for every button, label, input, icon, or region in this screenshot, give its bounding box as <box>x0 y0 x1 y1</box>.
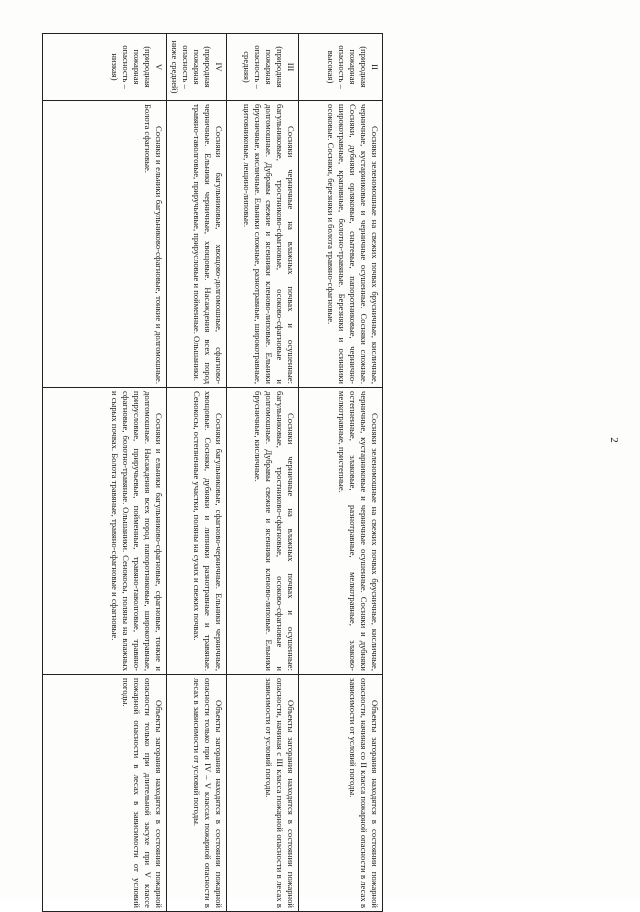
class-label: III <box>286 62 296 72</box>
cell-text: Сосняки и ельники багульниково-сфагновые, тонкие и долгомошные. Болота сфагновые. <box>143 104 164 384</box>
table-row <box>43 34 167 912</box>
class-cell <box>299 34 383 101</box>
cell-text: Сосняки зеленомошные на свежих почвах брусничные, кисличные, черничные, кустарниковые и черничные осушенные. Сосняки и дубняки остепненные, злаковые, разнотравные, мелкотравные, злаково-мелкотравные, пристепные. <box>337 391 380 671</box>
class-description: (природная пожарная опасность – ниже средней) <box>170 40 213 94</box>
cell-text: Объекты загорания находятся в состоянии пожарной опасности, начиная с III класса пожарной опасности в лесах в зависимости от условий погоды. <box>264 678 296 908</box>
condition-cell <box>227 675 299 912</box>
forest-types-cell <box>167 101 227 388</box>
cell-text: Сосняки черничные на влажных почвах и осушенные: багульниковые, тростниково-сфагновые, осоково-сфагновые и долгомошные. Дубравы свежие и ясенники кленово-липовые. Ельники брусничные, кисличные. Ельники сложные, разнотравные, широкотравные, щитовниковые, лещино-липовые. <box>242 104 296 384</box>
forest-types-cell <box>43 101 167 388</box>
condition-cell <box>167 675 227 912</box>
class-label: II <box>370 64 380 70</box>
forest-types-cell <box>43 388 167 675</box>
forest-types-cell <box>299 388 383 675</box>
forest-types-cell <box>167 388 227 675</box>
class-cell <box>227 34 299 101</box>
class-label: IV <box>214 62 224 72</box>
cell-text: Объекты загорания находятся в состоянии пожарной опасности только при IV – V классах пожарной опасности в лесах в зависимости от условий погоды. <box>192 678 224 908</box>
cell-text: Сосняки черничные на влажных почвах и осушенные: багульниковые, тростниково-сфагновые, осоково-сфагновые и долгомошные. Дубравы свежие и ясенники кленово-липовые. Ельники брусничные, кисличные. <box>253 391 296 671</box>
cell-text: Сосняки багульниковые, сфагново-черничные. Ельники черничные, хвощовые. Сосняки, дубняки и липняки разнотравные и травяные. Сенокосы, остепненные участки, поляны на сухих и свежих почвах. <box>192 391 224 671</box>
forest-types-cell <box>299 101 383 388</box>
class-description: (природная пожарная опасность – низкая) <box>110 45 153 89</box>
class-label: V <box>154 63 164 71</box>
cell-text: Сосняки и ельники багульниково-сфагновые, сфагновые, тонкие и долгомошные. Насаждения всех пород папоротниковые, широкотравные, прирусловые, приручьевые, пойменные, травяно-таволговые, травяно-сфагновые, болотно-травяные. Ольшаники. Сенокосы, поляны на влажных и сырых почвах. Болота травяные, травяно-сфагновые и сфагновые. <box>110 391 164 671</box>
cell-text: Объекты загорания находятся в состоянии пожарной опасности только при длительной засухе при V классе пожарной опасности в лесах в зависимости от условий погоды. <box>121 678 164 908</box>
class-cell <box>167 34 227 101</box>
table-row <box>299 34 383 912</box>
page-number: 2 <box>608 437 620 443</box>
cell-text: Объекты загорания находятся в состоянии пожарной опасности, начиная со II класса пожарной опасности в лесах в зависимости от условий погоды. <box>348 678 380 908</box>
condition-cell <box>299 675 383 912</box>
class-description: (природная пожарная опасность – средняя) <box>242 45 285 89</box>
fire-danger-table <box>42 33 383 912</box>
forest-types-cell <box>227 388 299 675</box>
cell-text: Сосняки зеленомошные на свежих почвах брусничные, кисличные, черничные, кустарниковые и черничные осушенные. Сосняки сложные. Сосняки, дубняки орляковые, снытевые, папоротниковые, чернично-широкотравные, крапивные, болотно-травяные. Березняки и осинники осоковые. Сосняки, березняки и болота травяно-сфагновые. <box>326 104 380 384</box>
class-cell <box>43 34 167 101</box>
table-row <box>167 34 227 912</box>
class-description: (природная пожарная опасность – высокая) <box>326 45 369 89</box>
forest-types-cell <box>227 101 299 388</box>
condition-cell <box>43 675 167 912</box>
cell-text: Сосняки багульниковые, хвощово-долгомошные, сфагново-черничные. Ельники черничные, хвощовые. Насаждения всех пород травяно-таволговые, приручьевые, прирусловые и пойменные. Ольшаники. <box>192 104 224 384</box>
table-row <box>227 34 299 912</box>
